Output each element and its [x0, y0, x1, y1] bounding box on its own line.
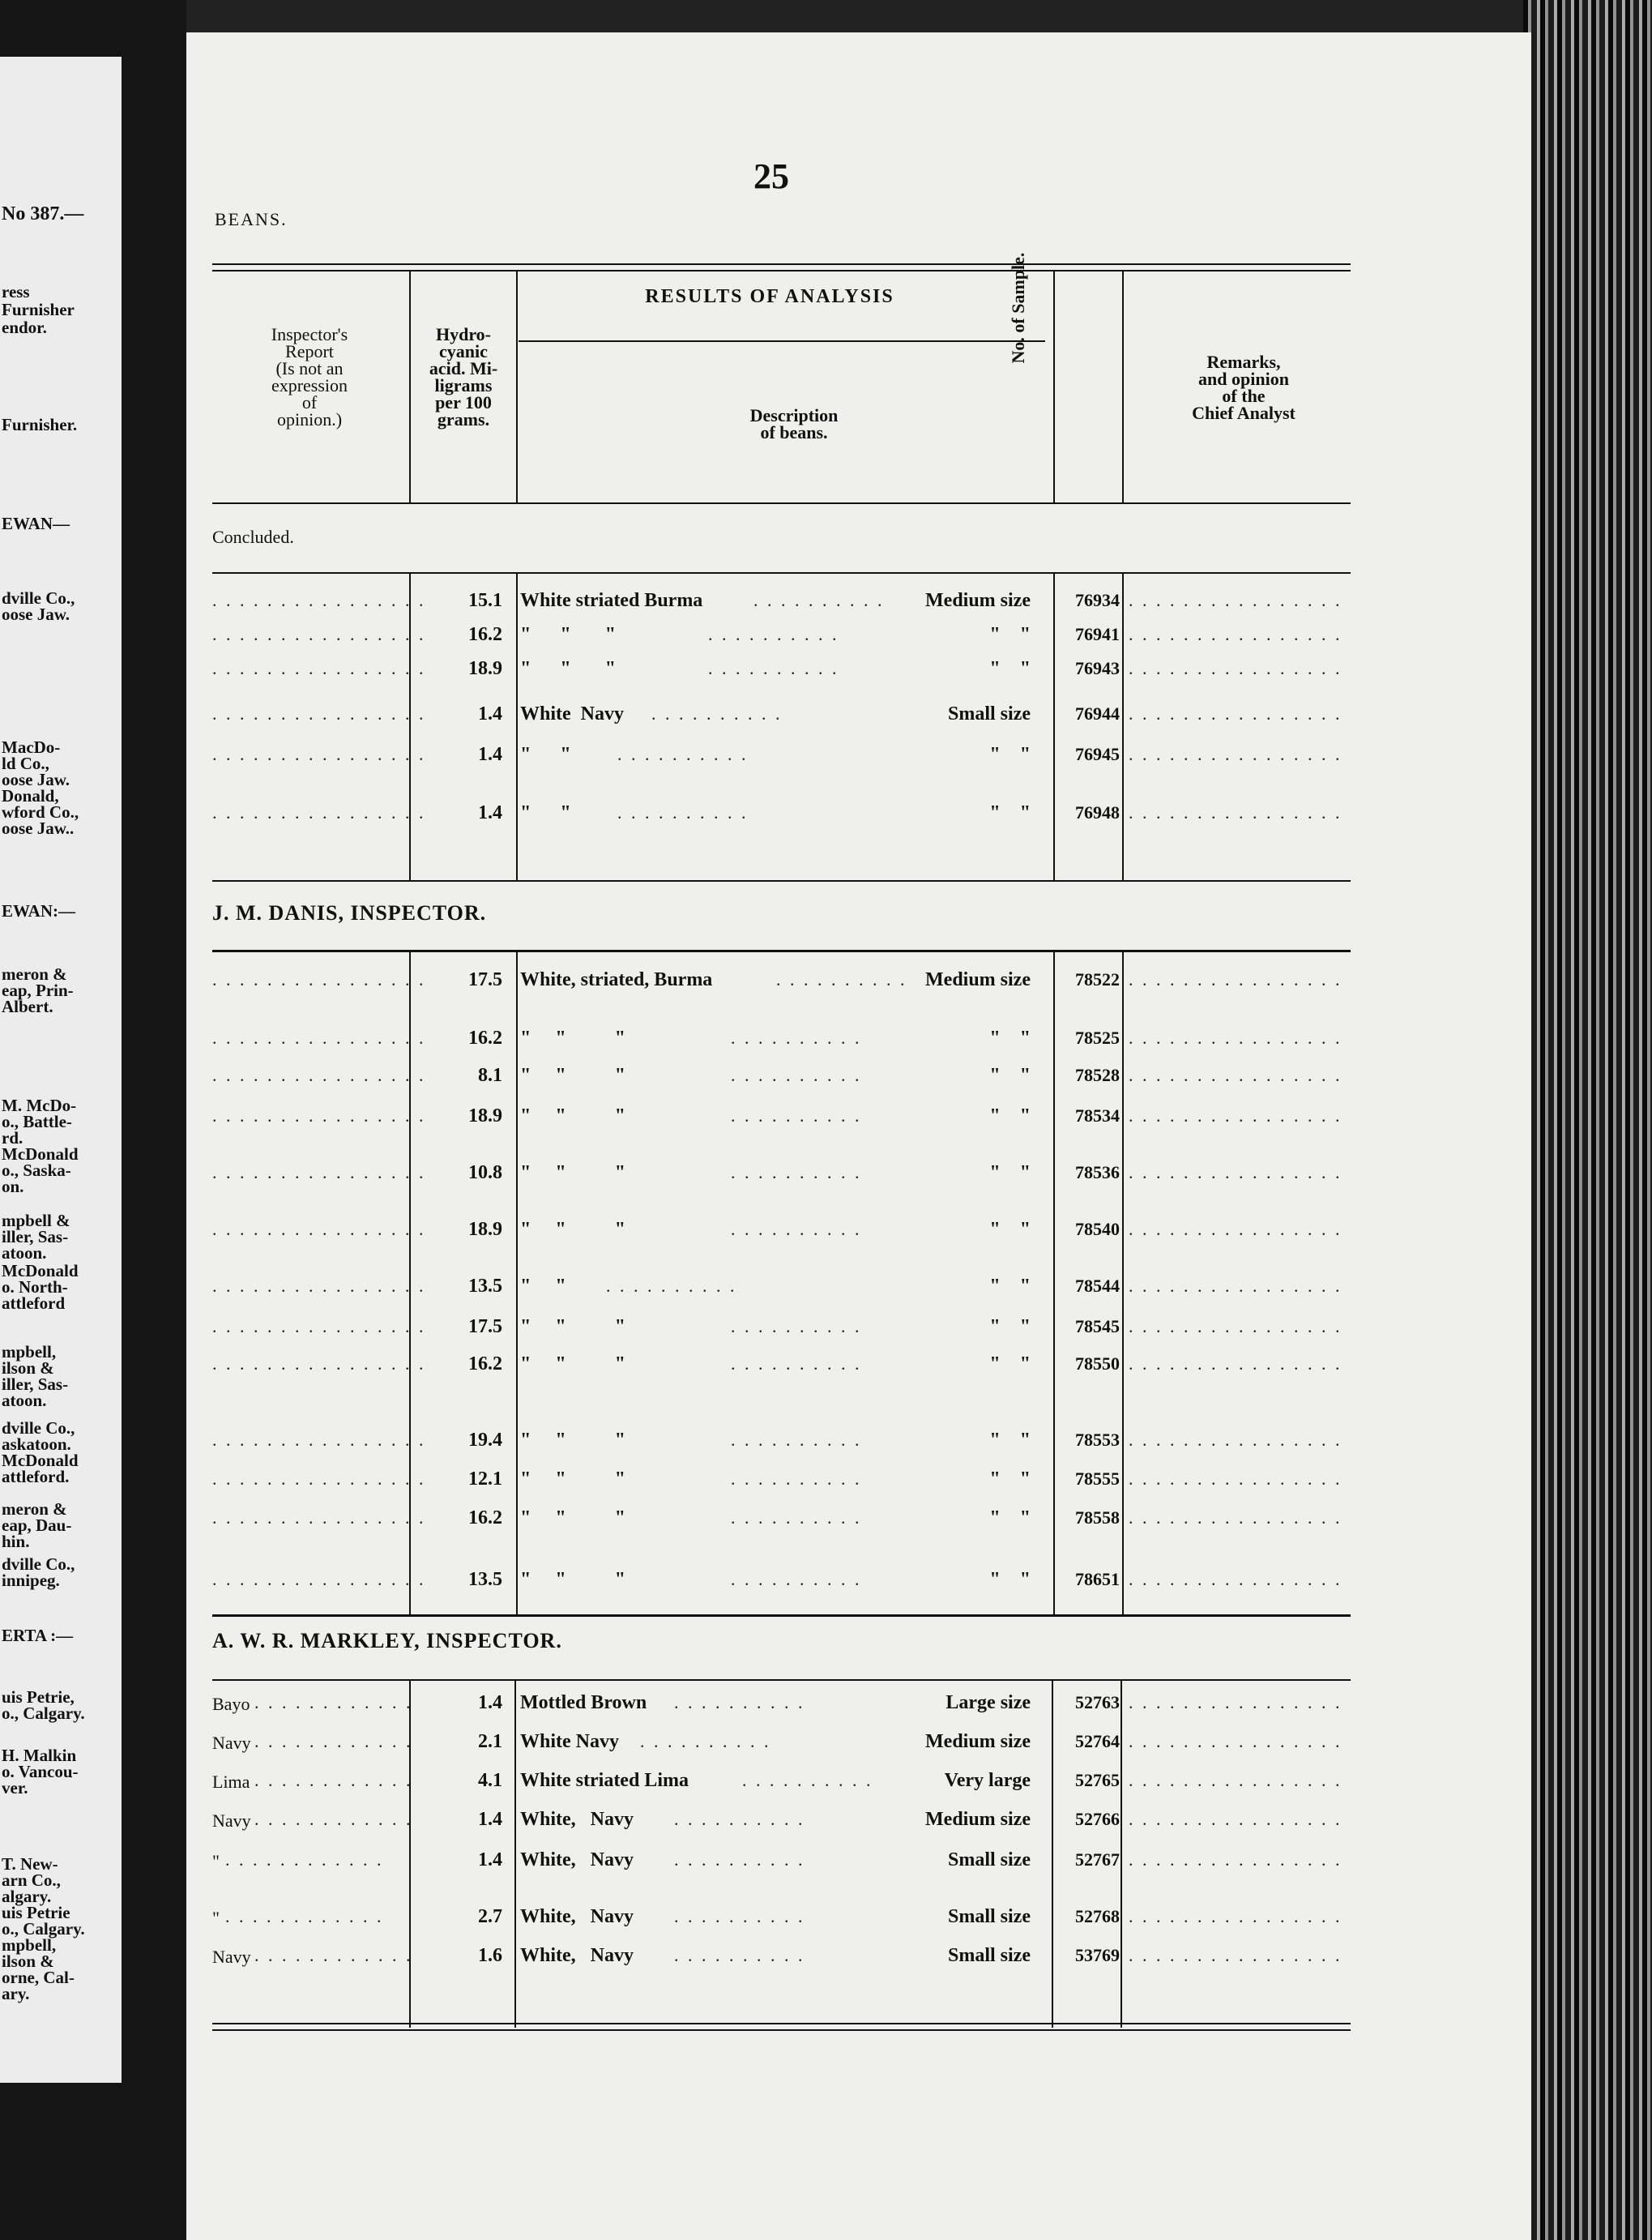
g2-sample-7: 78545 [1075, 1316, 1120, 1336]
previous-page-line-40: hin. [2, 1532, 30, 1551]
g3-hcn-1: 2.1 [478, 1731, 502, 1752]
g3-hcn-3: 1.4 [478, 1809, 502, 1830]
g2-desc-8: " " " [520, 1353, 625, 1374]
previous-page-line-42: innipeg. [2, 1571, 60, 1590]
group1-rule-sample-right [1122, 572, 1124, 880]
g1-hcn-0: 15.1 [468, 590, 502, 611]
g2-size-5: " " [989, 1219, 1031, 1240]
g2-remarks-leader-4: . . . . . . . . . . . . . . . . [1129, 1162, 1343, 1182]
g2-remarks-leader-9: . . . . . . . . . . . . . . . . [1129, 1430, 1343, 1450]
g3-desc-leader-5: . . . . . . . . . . [674, 1906, 805, 1926]
g1-size-2: " " [989, 658, 1031, 679]
previous-page-line-38: meron & [2, 1499, 67, 1519]
g1-desc-leader-4: . . . . . . . . . . [617, 744, 749, 764]
previous-page-line-32: iller, Sas- [2, 1374, 69, 1394]
previous-page-line-55: ilson & [2, 1951, 54, 1971]
g1-sample-3: 76944 [1075, 703, 1120, 724]
g2-hcn-2: 8.1 [478, 1065, 502, 1086]
g3-desc-2: White striated Lima [520, 1770, 689, 1791]
g3-size-1: Medium size [925, 1731, 1031, 1752]
g2-desc-leader-8: . . . . . . . . . . [731, 1353, 862, 1374]
g3-size-5: Small size [948, 1906, 1031, 1927]
previous-page-line-8: MacDo- [2, 737, 61, 757]
group1-rule-hcn-left [409, 572, 411, 880]
g3-report-6: Navy [212, 1947, 251, 1967]
header-inspector-report: Inspector's Report (Is not an expression of opinion.) [271, 324, 348, 430]
g2-desc-9: " " " [520, 1430, 625, 1451]
g2-desc-6: " " [520, 1276, 566, 1297]
g1-desc-2: " " " [520, 658, 616, 679]
g1-desc-0: White striated Burma [520, 590, 703, 611]
g1-desc-leader-3: . . . . . . . . . . [651, 703, 783, 724]
g2-sample-4: 78536 [1075, 1162, 1120, 1182]
g2-size-6: " " [989, 1276, 1031, 1297]
header-results-of-analysis: RESULTS OF ANALYSIS [645, 286, 894, 307]
g2-desc-10: " " " [520, 1468, 625, 1490]
group1-bottom-rule [212, 880, 1351, 882]
g2-sample-6: 78544 [1075, 1276, 1120, 1296]
header-col-rule-4 [1122, 270, 1124, 502]
g3-sample-5: 52768 [1075, 1906, 1120, 1926]
previous-page-line-34: dville Co., [2, 1418, 75, 1438]
g2-desc-leader-10: . . . . . . . . . . [731, 1468, 862, 1489]
g2-hcn-6: 13.5 [468, 1276, 502, 1297]
g3-desc-1: White Navy [520, 1731, 619, 1752]
g2-desc-leader-9: . . . . . . . . . . [731, 1430, 862, 1450]
previous-page-line-7: oose Jaw. [2, 605, 70, 624]
header-sample-number: No. of Sample. [1008, 252, 1028, 364]
g3-size-2: Very large [944, 1770, 1031, 1791]
g1-desc-leader-0: . . . . . . . . . . [753, 590, 885, 610]
g3-remarks-leader-4: . . . . . . . . . . . . . . . . [1129, 1849, 1343, 1870]
g1-size-0: Medium size [925, 590, 1031, 611]
previous-page-line-27: McDonald [2, 1261, 79, 1280]
previous-page-line-16: eap, Prin- [2, 981, 74, 1000]
previous-page-line-19: o., Battle- [2, 1112, 72, 1131]
g2-desc-7: " " " [520, 1316, 625, 1337]
g2-report-leader-11: . . . . . . . . . . . . . . . . [212, 1507, 426, 1528]
previous-page-line-53: o., Calgary. [2, 1919, 85, 1939]
g2-size-9: " " [989, 1430, 1031, 1451]
previous-page-line-50: arn Co., [2, 1870, 61, 1890]
previous-page-line-43: ERTA :— [2, 1626, 74, 1645]
previous-page-line-48: ver. [2, 1778, 28, 1798]
g1-remarks-leader-5: . . . . . . . . . . . . . . . . [1129, 802, 1343, 823]
group2-bottom-rule [212, 1614, 1351, 1617]
g2-remarks-leader-3: . . . . . . . . . . . . . . . . [1129, 1105, 1343, 1126]
results-underline [519, 340, 1045, 342]
previous-page-line-56: orne, Cal- [2, 1968, 75, 1987]
g1-remarks-leader-0: . . . . . . . . . . . . . . . . [1129, 590, 1343, 610]
table-bottom-rule [212, 2023, 1351, 2024]
g3-desc-leader-2: . . . . . . . . . . [742, 1770, 873, 1790]
section-markley-title: A. W. R. MARKLEY, INSPECTOR. [212, 1629, 562, 1652]
previous-page-line-51: algary. [2, 1887, 52, 1906]
previous-page-line-28: o. North- [2, 1277, 68, 1297]
g2-desc-12: " " " [520, 1569, 625, 1590]
previous-page-line-41: dville Co., [2, 1554, 75, 1574]
previous-page-line-14: EWAN:— [2, 901, 76, 921]
previous-page-line-18: M. McDo- [2, 1096, 77, 1115]
g2-report-leader-12: . . . . . . . . . . . . . . . . [212, 1569, 426, 1589]
g2-desc-11: " " " [520, 1507, 625, 1528]
g3-desc-6: White, Navy [520, 1945, 634, 1966]
g2-size-11: " " [989, 1507, 1031, 1528]
g1-report-leader-5: . . . . . . . . . . . . . . . . [212, 802, 426, 823]
previous-page-line-17: Albert. [2, 997, 53, 1016]
group2-top-rule [212, 950, 1351, 952]
g2-size-12: " " [989, 1569, 1031, 1590]
g2-remarks-leader-2: . . . . . . . . . . . . . . . . [1129, 1065, 1343, 1085]
g2-remarks-leader-10: . . . . . . . . . . . . . . . . [1129, 1468, 1343, 1489]
g2-desc-4: " " " [520, 1162, 625, 1183]
g1-desc-1: " " " [520, 624, 616, 645]
g2-remarks-leader-8: . . . . . . . . . . . . . . . . [1129, 1353, 1343, 1374]
g2-hcn-0: 17.5 [468, 969, 502, 990]
g1-remarks-leader-1: . . . . . . . . . . . . . . . . [1129, 624, 1343, 644]
g1-hcn-2: 18.9 [468, 658, 502, 679]
g3-desc-3: White, Navy [520, 1809, 634, 1830]
g2-desc-leader-12: . . . . . . . . . . [731, 1569, 862, 1589]
previous-page-line-21: McDonald [2, 1144, 79, 1164]
previous-page-line-1: ress [2, 282, 30, 301]
previous-page-line-25: iller, Sas- [2, 1227, 69, 1246]
g2-report-leader-4: . . . . . . . . . . . . . . . . [212, 1162, 426, 1182]
g3-remarks-leader-0: . . . . . . . . . . . . . . . . [1129, 1692, 1343, 1712]
g1-desc-4: " " [520, 744, 571, 765]
header-remarks: Remarks, and opinion of the Chief Analyst [1192, 352, 1296, 423]
g2-desc-leader-7: . . . . . . . . . . [731, 1316, 862, 1336]
g2-report-leader-2: . . . . . . . . . . . . . . . . [212, 1065, 426, 1085]
g2-hcn-1: 16.2 [468, 1028, 502, 1049]
g3-remarks-leader-2: . . . . . . . . . . . . . . . . [1129, 1770, 1343, 1790]
g3-remarks-leader-5: . . . . . . . . . . . . . . . . [1129, 1906, 1343, 1926]
g3-report-3: Navy [212, 1810, 251, 1831]
g2-report-leader-7: . . . . . . . . . . . . . . . . [212, 1316, 426, 1336]
g1-size-3: Small size [948, 703, 1031, 725]
g2-sample-11: 78558 [1075, 1507, 1120, 1528]
g2-remarks-leader-11: . . . . . . . . . . . . . . . . [1129, 1507, 1343, 1528]
g3-desc-4: White, Navy [520, 1849, 634, 1870]
g1-sample-4: 76945 [1075, 744, 1120, 764]
g2-desc-3: " " " [520, 1105, 625, 1126]
g2-report-leader-10: . . . . . . . . . . . . . . . . [212, 1468, 426, 1489]
g2-hcn-11: 16.2 [468, 1507, 502, 1528]
g3-desc-leader-1: . . . . . . . . . . [640, 1731, 771, 1751]
g1-desc-3: White Navy [520, 703, 624, 725]
g1-sample-1: 76941 [1075, 624, 1120, 644]
g3-report-leader-5: . . . . . . . . . . . . [225, 1906, 384, 1926]
g2-remarks-leader-6: . . . . . . . . . . . . . . . . [1129, 1276, 1343, 1296]
header-col-rule-2 [516, 270, 518, 502]
g2-remarks-leader-0: . . . . . . . . . . . . . . . . [1129, 969, 1343, 990]
previous-page-line-13: oose Jaw.. [2, 819, 75, 838]
g1-sample-0: 76934 [1075, 590, 1120, 610]
g3-report-leader-2: . . . . . . . . . . . . [254, 1770, 413, 1790]
previous-page-line-0: No 387.— [2, 203, 84, 224]
group1-rule-hcn-right [516, 572, 518, 880]
previous-page-line-10: oose Jaw. [2, 770, 70, 789]
group3-rule-sample-right [1121, 1679, 1122, 2028]
g3-desc-leader-4: . . . . . . . . . . [674, 1849, 805, 1870]
g2-desc-0: White, striated, Burma [520, 969, 713, 990]
g2-hcn-3: 18.9 [468, 1105, 502, 1126]
g2-sample-10: 78555 [1075, 1468, 1120, 1489]
g1-hcn-4: 1.4 [478, 744, 502, 765]
g3-size-6: Small size [948, 1945, 1031, 1966]
g2-size-4: " " [989, 1162, 1031, 1183]
g2-sample-8: 78550 [1075, 1353, 1120, 1374]
g2-size-3: " " [989, 1105, 1031, 1126]
g3-report-leader-6: . . . . . . . . . . . . [254, 1945, 413, 1965]
previous-page-line-46: H. Malkin [2, 1746, 77, 1765]
header-col-rule-3 [1053, 270, 1055, 502]
section-title: BEANS. [215, 209, 288, 229]
previous-page-line-29: attleford [2, 1293, 66, 1313]
header-top-rule-2 [212, 270, 1351, 271]
previous-page-line-37: attleford. [2, 1467, 70, 1486]
previous-page-line-11: Donald, [2, 786, 59, 806]
g3-sample-4: 52767 [1075, 1849, 1120, 1870]
g2-desc-leader-11: . . . . . . . . . . [731, 1507, 862, 1528]
header-bottom-rule [212, 502, 1351, 504]
g3-sample-2: 52765 [1075, 1770, 1120, 1790]
group2-rule-hcn-right [516, 950, 518, 1614]
g2-hcn-7: 17.5 [468, 1316, 502, 1337]
g3-sample-1: 52764 [1075, 1731, 1120, 1751]
g1-report-leader-4: . . . . . . . . . . . . . . . . [212, 744, 426, 764]
g2-report-leader-5: . . . . . . . . . . . . . . . . [212, 1219, 426, 1239]
group3-rule-sample-left [1052, 1679, 1053, 2028]
g1-sample-5: 76948 [1075, 802, 1120, 823]
previous-page-line-31: ilson & [2, 1358, 54, 1378]
previous-page-line-45: o., Calgary. [2, 1704, 85, 1723]
g2-sample-1: 78525 [1075, 1028, 1120, 1048]
previous-page-line-20: rd. [2, 1128, 23, 1148]
g2-hcn-10: 12.1 [468, 1468, 502, 1490]
g3-desc-leader-0: . . . . . . . . . . [674, 1692, 805, 1712]
g2-desc-5: " " " [520, 1219, 625, 1240]
g2-sample-0: 78522 [1075, 969, 1120, 990]
previous-page-line-30: mpbell, [2, 1342, 57, 1362]
previous-page-line-9: ld Co., [2, 754, 49, 773]
previous-page-line-36: McDonald [2, 1451, 79, 1470]
g2-report-leader-8: . . . . . . . . . . . . . . . . [212, 1353, 426, 1374]
g2-desc-leader-4: . . . . . . . . . . [731, 1162, 862, 1182]
group3-rule-hcn-right [514, 1679, 516, 2028]
g3-hcn-4: 1.4 [478, 1849, 502, 1870]
g2-desc-leader-6: . . . . . . . . . . [606, 1276, 737, 1296]
g2-desc-leader-1: . . . . . . . . . . [731, 1028, 862, 1048]
g1-report-leader-2: . . . . . . . . . . . . . . . . [212, 658, 426, 678]
g1-desc-leader-2: . . . . . . . . . . [708, 658, 839, 678]
g3-remarks-leader-3: . . . . . . . . . . . . . . . . [1129, 1809, 1343, 1829]
g2-report-leader-6: . . . . . . . . . . . . . . . . [212, 1276, 426, 1296]
g2-remarks-leader-5: . . . . . . . . . . . . . . . . [1129, 1219, 1343, 1239]
g1-hcn-5: 1.4 [478, 802, 502, 823]
previous-page-line-6: dville Co., [2, 588, 75, 608]
g1-desc-5: " " [520, 802, 571, 823]
concluded-label: Concluded. [212, 527, 294, 547]
page-number: 25 [753, 156, 789, 196]
g3-sample-6: 53769 [1075, 1945, 1120, 1965]
g2-desc-2: " " " [520, 1065, 625, 1086]
g2-size-2: " " [989, 1065, 1031, 1086]
g3-size-3: Medium size [925, 1809, 1031, 1830]
g2-desc-leader-3: . . . . . . . . . . [731, 1105, 862, 1126]
g3-hcn-5: 2.7 [478, 1906, 502, 1927]
g2-sample-2: 78528 [1075, 1065, 1120, 1085]
header-top-rule [212, 263, 1351, 265]
previous-page-line-44: uis Petrie, [2, 1687, 75, 1707]
g1-size-4: " " [989, 744, 1031, 765]
g3-hcn-2: 4.1 [478, 1770, 502, 1791]
previous-page-line-39: eap, Dau- [2, 1515, 72, 1535]
g2-report-leader-3: . . . . . . . . . . . . . . . . [212, 1105, 426, 1126]
previous-page-line-4: Furnisher. [2, 415, 78, 434]
previous-page-line-26: atoon. [2, 1243, 47, 1263]
g3-hcn-6: 1.6 [478, 1945, 502, 1966]
previous-page-line-5: EWAN— [2, 514, 70, 533]
g2-size-0: Medium size [925, 969, 1031, 990]
g3-desc-leader-6: . . . . . . . . . . [674, 1945, 805, 1965]
previous-page-line-2: Furnisher [2, 300, 75, 319]
previous-page-line-47: o. Vancou- [2, 1762, 79, 1781]
g3-desc-5: White, Navy [520, 1906, 634, 1927]
g1-size-1: " " [989, 624, 1031, 645]
g3-report-0: Bayo [212, 1694, 250, 1714]
previous-page-line-23: on. [2, 1177, 24, 1196]
g3-report-leader-3: . . . . . . . . . . . . [254, 1809, 413, 1829]
g1-desc-leader-1: . . . . . . . . . . [708, 624, 839, 644]
g2-hcn-9: 19.4 [468, 1430, 502, 1451]
previous-page-line-49: T. New- [2, 1854, 58, 1874]
previous-page-line-24: mpbell & [2, 1211, 70, 1230]
table-bottom-rule-2 [212, 2029, 1351, 2031]
g3-desc-0: Mottled Brown [520, 1692, 647, 1713]
g3-hcn-0: 1.4 [478, 1692, 502, 1713]
g2-report-leader-1: . . . . . . . . . . . . . . . . [212, 1028, 426, 1048]
group2-rule-sample-right [1122, 950, 1124, 1614]
group3-top-rule [212, 1679, 1351, 1681]
g3-size-0: Large size [946, 1692, 1031, 1713]
g2-size-8: " " [989, 1353, 1031, 1374]
g3-size-4: Small size [948, 1849, 1031, 1870]
g1-sample-2: 76943 [1075, 658, 1120, 678]
scan-border-top [0, 0, 1652, 32]
g2-size-1: " " [989, 1028, 1031, 1049]
g1-hcn-1: 16.2 [468, 624, 502, 645]
g1-remarks-leader-3: . . . . . . . . . . . . . . . . [1129, 703, 1343, 724]
g1-hcn-3: 1.4 [478, 703, 502, 725]
previous-page-line-12: wford Co., [2, 802, 79, 822]
g2-hcn-4: 10.8 [468, 1162, 502, 1183]
g3-sample-3: 52766 [1075, 1809, 1120, 1829]
g2-report-leader-9: . . . . . . . . . . . . . . . . [212, 1430, 426, 1450]
g3-report-5: " [212, 1908, 220, 1928]
previous-page-line-22: o., Saska- [2, 1161, 71, 1180]
previous-page-line-35: askatoon. [2, 1434, 71, 1454]
g1-desc-leader-5: . . . . . . . . . . [617, 802, 749, 823]
header-description: Description of beans. [749, 405, 839, 442]
g1-report-leader-0: . . . . . . . . . . . . . . . . [212, 590, 426, 610]
previous-page-line-3: endor. [2, 318, 47, 337]
previous-page-line-54: mpbell, [2, 1935, 57, 1955]
group1-rule-sample-left [1053, 572, 1055, 880]
g1-remarks-leader-2: . . . . . . . . . . . . . . . . [1129, 658, 1343, 678]
previous-page-line-33: atoon. [2, 1391, 47, 1410]
book-spine-edge [1523, 0, 1652, 2240]
g3-report-leader-4: . . . . . . . . . . . . [225, 1849, 384, 1870]
g3-report-2: Lima [212, 1772, 250, 1792]
g3-remarks-leader-1: . . . . . . . . . . . . . . . . [1129, 1731, 1343, 1751]
header-hcn: Hydro- cyanic acid. Mi- ligrams per 100 grams. [429, 324, 498, 430]
g2-remarks-leader-7: . . . . . . . . . . . . . . . . [1129, 1316, 1343, 1336]
g2-sample-12: 78651 [1075, 1569, 1120, 1589]
g3-report-leader-1: . . . . . . . . . . . . [254, 1731, 413, 1751]
header-col-rule-1 [409, 270, 411, 502]
g2-desc-1: " " " [520, 1028, 625, 1049]
g2-sample-3: 78534 [1075, 1105, 1120, 1126]
g2-remarks-leader-1: . . . . . . . . . . . . . . . . [1129, 1028, 1343, 1048]
g3-report-leader-0: . . . . . . . . . . . . [254, 1692, 413, 1712]
g1-report-leader-3: . . . . . . . . . . . . . . . . [212, 703, 426, 724]
previous-page-line-52: uis Petrie [2, 1903, 70, 1922]
g3-desc-leader-3: . . . . . . . . . . [674, 1809, 805, 1829]
g3-report-1: Navy [212, 1733, 251, 1753]
g2-hcn-5: 18.9 [468, 1219, 502, 1240]
g2-desc-leader-0: . . . . . . . . . . [776, 969, 907, 990]
g2-hcn-12: 13.5 [468, 1569, 502, 1590]
g2-sample-9: 78553 [1075, 1430, 1120, 1450]
previous-page-line-15: meron & [2, 964, 67, 984]
previous-page-line-57: ary. [2, 1984, 30, 2003]
group1-top-rule [212, 572, 1351, 574]
g2-size-7: " " [989, 1316, 1031, 1337]
g2-size-10: " " [989, 1468, 1031, 1490]
g3-sample-0: 52763 [1075, 1692, 1120, 1712]
g3-report-4: " [212, 1851, 220, 1871]
g1-report-leader-1: . . . . . . . . . . . . . . . . [212, 624, 426, 644]
g2-desc-leader-2: . . . . . . . . . . [731, 1065, 862, 1085]
g2-desc-leader-5: . . . . . . . . . . [731, 1219, 862, 1239]
g2-report-leader-0: . . . . . . . . . . . . . . . . [212, 969, 426, 990]
g3-remarks-leader-6: . . . . . . . . . . . . . . . . [1129, 1945, 1343, 1965]
g2-remarks-leader-12: . . . . . . . . . . . . . . . . [1129, 1569, 1343, 1589]
g1-size-5: " " [989, 802, 1031, 823]
section-danis-title: J. M. DANIS, INSPECTOR. [212, 901, 487, 925]
g2-hcn-8: 16.2 [468, 1353, 502, 1374]
g2-sample-5: 78540 [1075, 1219, 1120, 1239]
g1-remarks-leader-4: . . . . . . . . . . . . . . . . [1129, 744, 1343, 764]
